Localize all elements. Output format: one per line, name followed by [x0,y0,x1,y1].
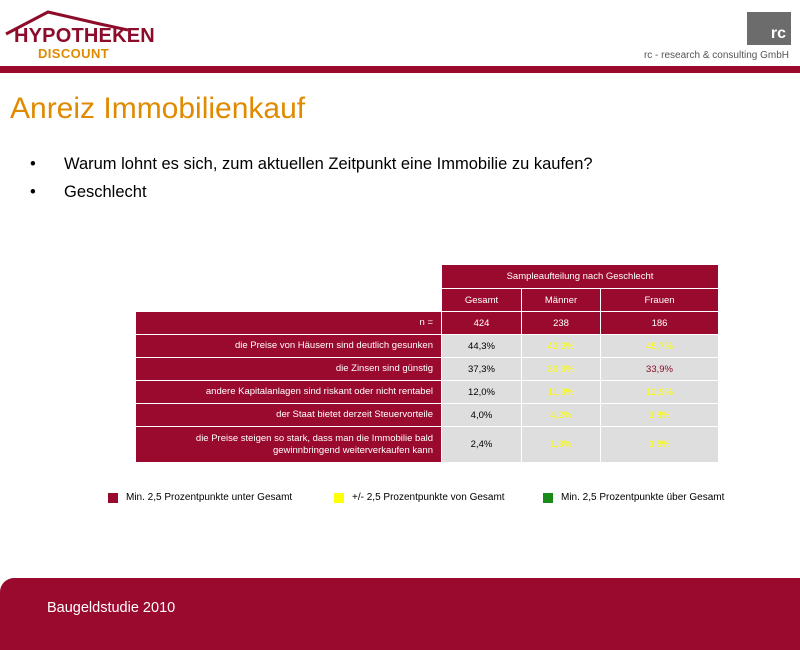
table-cell: 1,3% [522,427,600,462]
bullet-icon: • [30,154,36,173]
bullet-text: Warum lohnt es sich, zum aktuellen Zeitpunkt eine Immobilie zu kaufen? [64,154,593,173]
logo-line1: HYPOTHEKEN [14,25,155,47]
legend-swatch [108,493,118,503]
legend [108,492,724,503]
row-label: der Staat bietet derzeit Steuervorteile [136,404,441,426]
table-cell: 39,9% [522,358,600,380]
table-cell: 43,3% [522,335,600,357]
group-header: Sampleaufteilung nach Geschlecht [442,265,718,288]
row-label: die Preise von Häusern sind deutlich gesunken [136,335,441,357]
rc-logo [747,12,791,45]
bullet-item [30,178,593,206]
table-cell: 3,8% [601,427,718,462]
table-cell: 33,9% [601,358,718,380]
rc-logo-text: rc [770,25,786,42]
footer-text: Baugeldstudie 2010 [47,600,176,616]
bullet-text: Geschlecht [64,182,147,201]
footer-bar [0,578,800,650]
page-title: Anreiz Immobilienkauf [10,92,306,125]
table-cell: 3,8% [601,404,718,426]
bullet-list [30,150,593,206]
legend-label: Min. 2,5 Prozentpunkte über Gesamt [561,492,725,503]
row-label: andere Kapitalanlagen sind riskant oder nicht rentabel [136,381,441,403]
table-cell: 45,7% [601,335,718,357]
n-label: n = [136,312,441,334]
legend-swatch [334,493,344,503]
table-cell: 4,0% [442,404,521,426]
table-cell: 4,2% [522,404,600,426]
results-table [136,265,718,465]
legend-swatch [543,493,553,503]
legend-item-above [543,492,724,503]
header-divider [0,66,800,73]
table-cell: 37,3% [442,358,521,380]
n-frauen: 186 [601,312,718,334]
table-cell: 12,0% [442,381,521,403]
legend-item-below [108,492,334,503]
row-label: die Zinsen sind günstig [136,358,441,380]
legend-item-equal [334,492,543,503]
table-cell: 2,4% [442,427,521,462]
legend-label: Min. 2,5 Prozentpunkte unter Gesamt [126,492,293,503]
table-cell: 44,3% [442,335,521,357]
legend-label: +/- 2,5 Prozentpunkte von Gesamt [352,492,505,503]
company-name: rc - research & consulting GmbH [643,50,789,61]
n-maenner: 238 [522,312,600,334]
col-header-frauen: Frauen [601,289,718,311]
bullet-icon: • [30,182,36,201]
col-header-gesamt: Gesamt [442,289,521,311]
table-cell: 11,3% [522,381,600,403]
col-header-maenner: Männer [522,289,600,311]
row-label: die Preise steigen so stark, dass man die Immobilie bald gewinnbringend weiterverkaufen kann [136,427,441,462]
logo-line2: DISCOUNT [38,46,110,61]
bullet-item [30,150,593,178]
hypotheken-discount-logo [0,8,155,66]
table-cell: 12,9% [601,381,718,403]
n-gesamt: 424 [442,312,521,334]
